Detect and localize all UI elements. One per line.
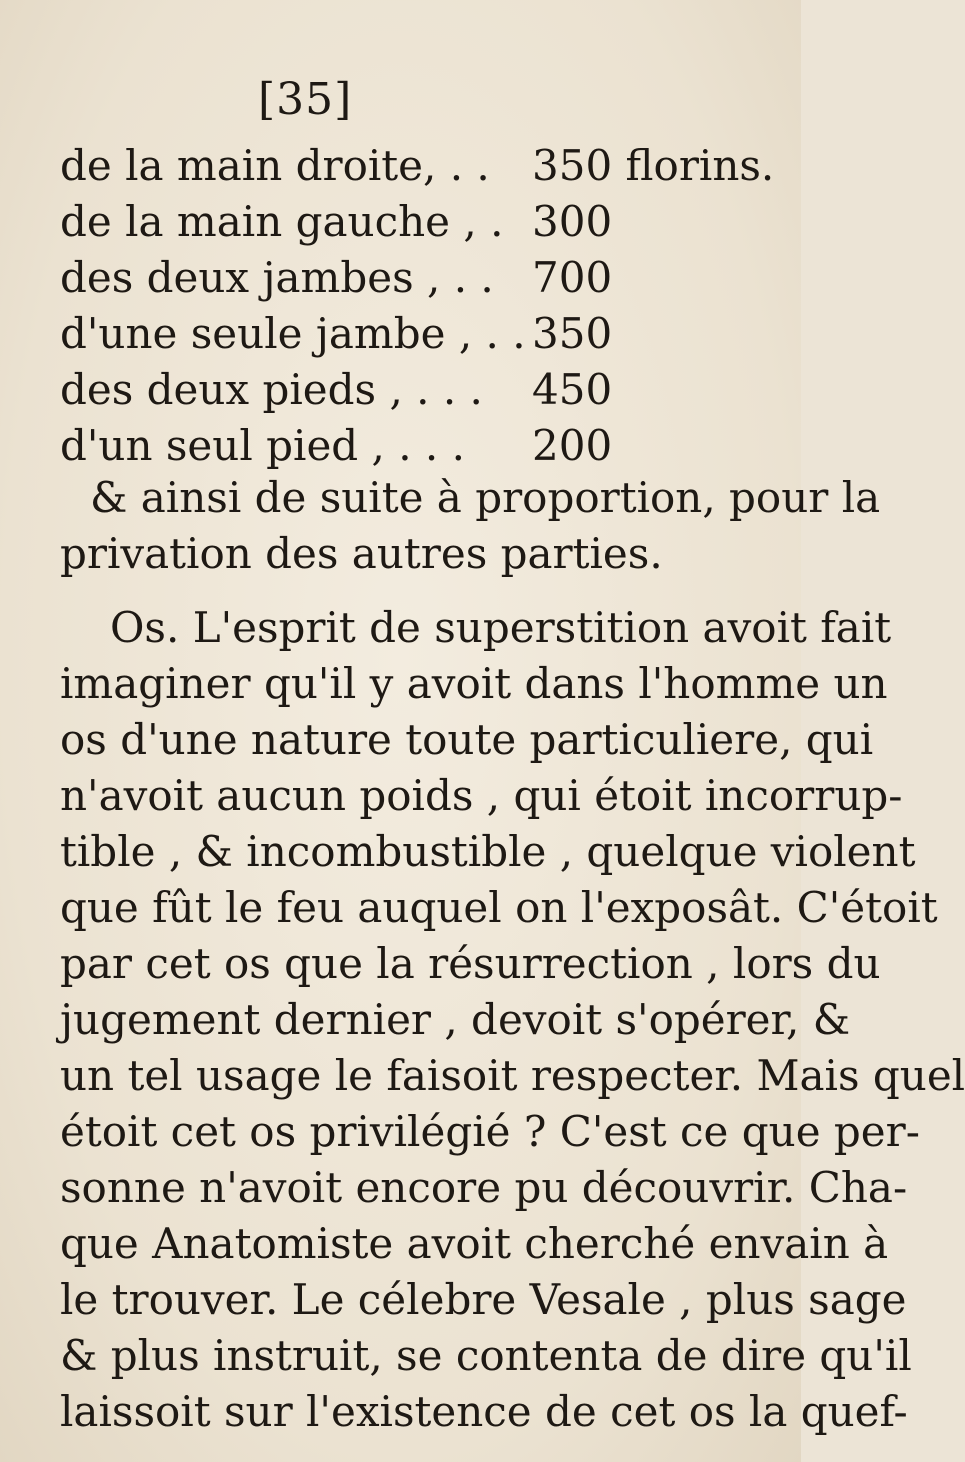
text-line: jugement dernier , devoit s'opérer, & <box>60 995 851 1044</box>
price-row-value: 450 <box>532 365 613 414</box>
text-line: que fût le feu auquel on l'exposât. C'étoit <box>60 883 938 932</box>
body-text <box>60 470 965 1440</box>
price-row-label: de la main droite, . . <box>60 141 490 190</box>
text-line: n'avoit aucun poids , qui étoit incorrup- <box>60 771 903 820</box>
price-row <box>60 138 775 194</box>
price-row <box>60 362 760 418</box>
price-row-label: des deux jambes , . . <box>60 253 494 302</box>
price-row-value: 350 <box>532 309 613 358</box>
text-line: le trouver. Le célebre Vesale , plus sage <box>60 1275 907 1324</box>
price-row <box>60 418 760 474</box>
text-line: par cet os que la résurrection , lors du <box>60 939 881 988</box>
price-row-value: 300 <box>532 197 613 246</box>
price-row-label: de la main gauche , . <box>60 197 504 246</box>
text-line: étoit cet os privilégié ? C'est ce que per- <box>60 1107 920 1156</box>
price-row <box>60 250 760 306</box>
text-line: que Anatomiste avoit cherché envain à <box>60 1219 889 1268</box>
price-row-value: 700 <box>532 253 613 302</box>
page-number: [35] <box>258 74 353 125</box>
price-row-label: des deux pieds , . . . <box>60 365 483 414</box>
text-line: os d'une nature toute particuliere, qui <box>60 715 874 764</box>
price-row-label: d'un seul pied , . . . <box>60 421 465 470</box>
text-line: tible , & incombustible , quelque violent <box>60 827 916 876</box>
main-paragraph <box>60 600 965 1440</box>
text-line: sonne n'avoit encore pu découvrir. Cha- <box>60 1163 908 1212</box>
text-line: laissoit sur l'existence de cet os la quef- <box>60 1387 908 1436</box>
closing-paragraph <box>60 470 881 582</box>
price-row <box>60 306 760 362</box>
text-line: Os. L'esprit de superstition avoit fait <box>110 603 892 652</box>
price-row-value: 350 florins. <box>532 141 775 190</box>
price-row-value: 200 <box>532 421 613 470</box>
text-line: un tel usage le faisoit respecter. Mais quel <box>60 1051 965 1100</box>
price-row <box>60 194 760 250</box>
text-line: privation des autres parties. <box>60 529 663 578</box>
price-row-label: d'une seule jambe , . . <box>60 309 526 358</box>
text-line: & ainsi de suite à proportion, pour la <box>90 473 881 522</box>
text-line: & plus instruit, se contenta de dire qu'il <box>60 1331 912 1380</box>
price-list <box>60 138 775 474</box>
text-line: imaginer qu'il y avoit dans l'homme un <box>60 659 888 708</box>
